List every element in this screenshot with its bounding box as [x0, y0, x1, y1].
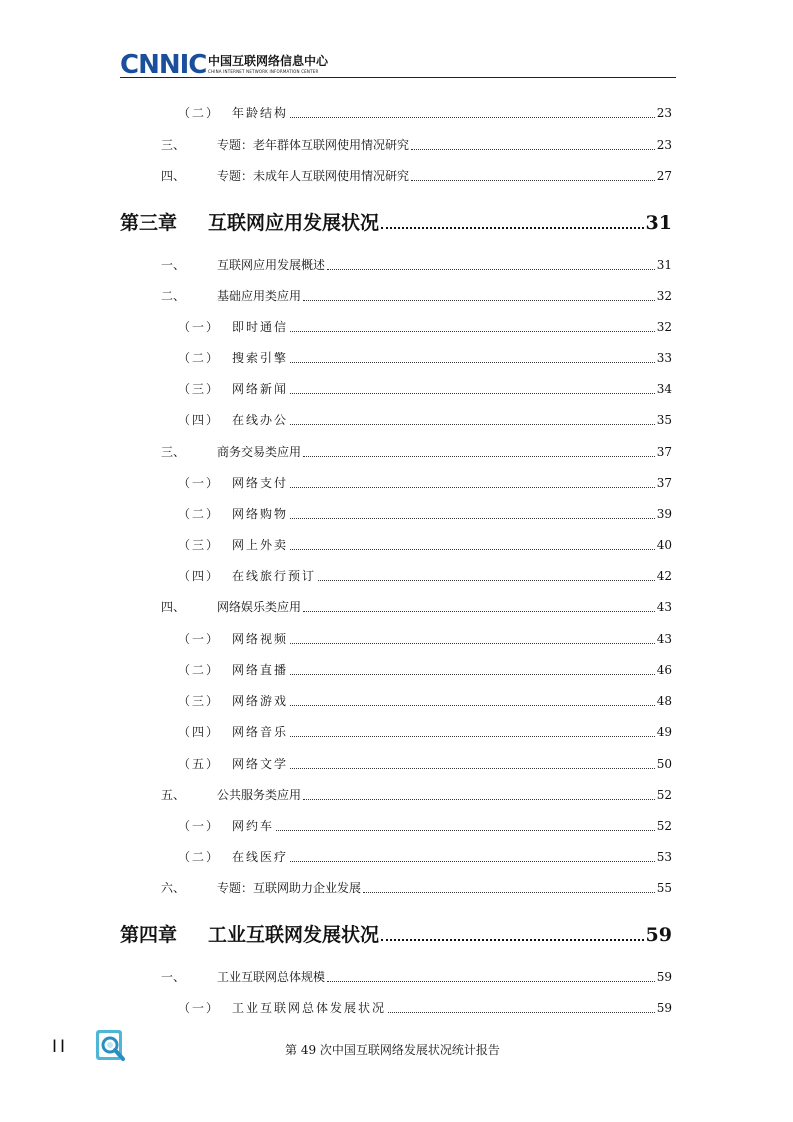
toc-leader-dots	[327, 981, 655, 982]
toc-leader-dots	[411, 149, 655, 150]
toc-leader-dots	[290, 674, 655, 675]
toc-entry-page: 35	[656, 413, 672, 427]
toc-entry-number: （二）	[178, 663, 221, 677]
toc-leader-dots	[290, 117, 655, 118]
toc-entry-page: 40	[656, 538, 672, 552]
toc-entry-page: 42	[656, 569, 672, 583]
toc-leader-dots	[290, 768, 655, 769]
toc-leader-dots	[290, 518, 655, 519]
toc-entry-number: 六、	[161, 881, 186, 895]
toc-entry-sub[interactable]	[178, 755, 672, 772]
toc-entry-title: 网络购物	[232, 507, 289, 521]
toc-leader-dots	[327, 269, 655, 270]
org-name-cn: 中国互联网络信息中心	[208, 54, 329, 68]
toc-leader-dots	[290, 362, 655, 363]
toc-entry-title: 即时通信	[232, 320, 289, 334]
toc-entry-sub[interactable]	[178, 318, 672, 335]
toc-entry-number: 四、	[161, 600, 186, 614]
toc-entry-title: 在线办公	[232, 413, 289, 427]
toc-entry-page: 59	[656, 1001, 672, 1015]
toc-entry-title: 基础应用类应用	[217, 289, 302, 303]
toc-entry-page: 34	[656, 382, 672, 396]
toc-entry-sub[interactable]	[178, 567, 672, 584]
toc-entry-title: 专题：老年群体互联网使用情况研究	[217, 138, 410, 152]
toc-entry-sub[interactable]	[178, 661, 672, 678]
toc-entry-number: 第四章	[120, 924, 178, 946]
toc-entry-title: 网络游戏	[232, 694, 289, 708]
toc-entry-number: （五）	[178, 757, 221, 771]
toc-entry-sub[interactable]	[178, 505, 672, 522]
toc-entry-number: （四）	[178, 725, 221, 739]
toc-entry-section[interactable]	[161, 167, 672, 184]
toc-entry-sub[interactable]	[178, 474, 672, 491]
toc-leader-dots	[388, 1012, 655, 1013]
toc-entry-number: （四）	[178, 569, 221, 583]
toc-entry-title: 年龄结构	[232, 106, 289, 120]
toc-entry-title: 网络娱乐类应用	[217, 600, 302, 614]
toc-entry-page: 31	[645, 212, 672, 234]
toc-entry-page: 46	[656, 663, 672, 677]
toc-entry-section[interactable]	[161, 879, 672, 896]
toc-leader-dots	[290, 549, 655, 550]
toc-entry-sub[interactable]	[178, 411, 672, 428]
toc-entry-number: （二）	[178, 507, 221, 521]
toc-entry-title: 网上外卖	[232, 538, 289, 552]
toc-leader-dots	[303, 611, 655, 612]
toc-entry-page: 49	[656, 725, 672, 739]
toc-leader-dots	[290, 643, 655, 644]
toc-entry-page: 37	[656, 476, 672, 490]
toc-entry-section[interactable]	[161, 136, 672, 153]
toc-entry-title: 在线旅行预订	[232, 569, 317, 583]
toc-entry-title: 网络文学	[232, 757, 289, 771]
toc-leader-dots	[276, 830, 655, 831]
toc-entry-number: 三、	[161, 445, 186, 459]
toc-entry-number: 一、	[161, 258, 186, 272]
toc-leader-dots	[290, 705, 655, 706]
toc-entry-page: 48	[656, 694, 672, 708]
toc-leader-dots	[290, 861, 655, 862]
toc-entry-number: 一、	[161, 970, 186, 984]
toc-entry-page: 53	[656, 850, 672, 864]
toc-entry-section[interactable]	[161, 287, 672, 304]
toc-entry-title: 网络视频	[232, 632, 289, 646]
toc-entry-title: 互联网应用发展状况	[208, 212, 380, 234]
toc-leader-dots	[318, 580, 655, 581]
toc-entry-page: 59	[656, 970, 672, 984]
toc-entry-number: （三）	[178, 538, 221, 552]
toc-leader-dots	[290, 736, 655, 737]
toc-entry-title: 专题：未成年人互联网使用情况研究	[217, 169, 410, 183]
toc-entry-page: 31	[656, 258, 672, 272]
toc-entry-sub[interactable]	[178, 999, 672, 1016]
toc-entry-title: 网络支付	[232, 476, 289, 490]
toc-entry-title: 商务交易类应用	[217, 445, 302, 459]
toc-entry-number: （二）	[178, 351, 221, 365]
toc-entry-title: 搜索引擎	[232, 351, 289, 365]
toc-entry-page: 55	[656, 881, 672, 895]
toc-entry-section[interactable]	[161, 968, 672, 985]
toc-leader-dots	[381, 939, 644, 941]
toc-entry-title: 互联网应用发展概述	[217, 258, 326, 272]
toc-entry-page: 37	[656, 445, 672, 459]
toc-entry-title: 工业互联网总体规模	[217, 970, 326, 984]
toc-entry-sub[interactable]	[178, 692, 672, 709]
search-magnifier-icon	[95, 1029, 127, 1063]
toc-entry-page: 43	[656, 600, 672, 614]
toc-entry-number: （二）	[178, 106, 221, 120]
toc-entry-sub[interactable]	[178, 536, 672, 553]
toc-entry-number: （一）	[178, 632, 221, 646]
toc-entry-chapter[interactable]	[120, 208, 672, 235]
toc-entry-sub[interactable]	[178, 630, 672, 647]
toc-entry-title: 公共服务类应用	[217, 788, 302, 802]
toc-leader-dots	[303, 300, 655, 301]
toc-entry-number: 二、	[161, 289, 186, 303]
toc-entry-number: （一）	[178, 1001, 221, 1015]
toc-entry-section[interactable]	[161, 598, 672, 615]
toc-entry-sub[interactable]	[178, 848, 672, 865]
toc-leader-dots	[411, 180, 655, 181]
toc-entry-page: 39	[656, 507, 672, 521]
toc-entry-section[interactable]	[161, 786, 672, 803]
toc-entry-page: 52	[656, 819, 672, 833]
toc-entry-page: 27	[656, 169, 672, 183]
toc-entry-chapter[interactable]	[120, 920, 672, 947]
cnnic-logo: CNNIC	[120, 50, 207, 80]
toc-entry-section[interactable]	[161, 256, 672, 273]
toc-entry-sub[interactable]	[178, 104, 672, 121]
page-number: II	[52, 1037, 69, 1057]
toc-entry-number: 四、	[161, 169, 186, 183]
toc-leader-dots	[290, 331, 655, 332]
toc-leader-dots	[290, 393, 655, 394]
toc-entry-page: 23	[656, 138, 672, 152]
toc-leader-dots	[290, 487, 655, 488]
toc-entry-number: （一）	[178, 819, 221, 833]
toc-entry-sub[interactable]	[178, 349, 672, 366]
toc-entry-number: （一）	[178, 320, 221, 334]
toc-entry-sub[interactable]	[178, 380, 672, 397]
report-title: 第 49 次中国互联网络发展状况统计报告	[285, 1043, 500, 1057]
toc-entry-section[interactable]	[161, 443, 672, 460]
toc-leader-dots	[381, 227, 644, 229]
toc-entry-title: 网络新闻	[232, 382, 289, 396]
toc-entry-page: 32	[656, 289, 672, 303]
toc-entry-title: 在线医疗	[232, 850, 289, 864]
org-name-en: CHINA INTERNET NETWORK INFORMATION CENTER	[208, 69, 319, 74]
toc-entry-number: （一）	[178, 476, 221, 490]
toc-entry-number: 第三章	[120, 212, 178, 234]
toc-entry-title: 工业互联网发展状况	[208, 924, 380, 946]
toc-entry-number: （二）	[178, 850, 221, 864]
toc-leader-dots	[290, 424, 655, 425]
toc-entry-page: 33	[656, 351, 672, 365]
toc-entry-page: 59	[645, 924, 672, 946]
toc-entry-page: 52	[656, 788, 672, 802]
toc-entry-number: 五、	[161, 788, 186, 802]
toc-entry-title: 工业互联网总体发展状况	[232, 1001, 387, 1015]
toc-leader-dots	[303, 799, 655, 800]
toc-entry-page: 50	[656, 757, 672, 771]
toc-entry-sub[interactable]	[178, 723, 672, 740]
toc-leader-dots	[363, 892, 655, 893]
toc-leader-dots	[303, 456, 655, 457]
toc-entry-number: （四）	[178, 413, 221, 427]
toc-entry-title: 专题：互联网助力企业发展	[217, 881, 362, 895]
toc-entry-sub[interactable]	[178, 817, 672, 834]
toc-entry-title: 网约车	[232, 819, 275, 833]
toc-entry-page: 23	[656, 106, 672, 120]
toc-entry-number: 三、	[161, 138, 186, 152]
toc-entry-page: 32	[656, 320, 672, 334]
toc-entry-title: 网络音乐	[232, 725, 289, 739]
toc-entry-page: 43	[656, 632, 672, 646]
toc-entry-number: （三）	[178, 382, 221, 396]
toc-entry-number: （三）	[178, 694, 221, 708]
toc-entry-title: 网络直播	[232, 663, 289, 677]
